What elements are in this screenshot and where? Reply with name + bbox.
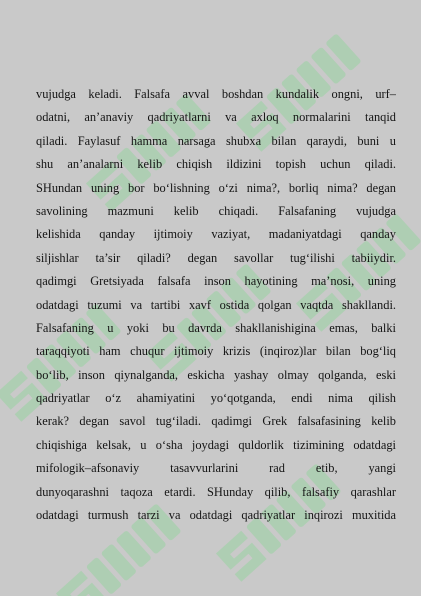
text-line: savolining mazmuni kelib chiqadi. Falsafaning vujudga bbox=[36, 203, 396, 218]
text-line: kelishida qanday ijtimoiy vaziyat, madaniyatdagi qanday bbox=[36, 227, 396, 242]
text-line: SHundan uning bor bo‘lishning o‘zi nima?, borliq nima? degan bbox=[36, 180, 396, 195]
text-line: odatni, an’anaviy qadriyatlarni va axloq normalarini tanqid bbox=[36, 110, 396, 125]
text-line: kerak? degan savol tug‘iladi. qadimgi Grek falsafasining kelib bbox=[36, 414, 396, 429]
text-line: bo‘lib, inson qiynalganda, eskicha yashay olmay qolganda, eski bbox=[36, 367, 396, 382]
text-line: qadimgi Gretsiyada falsafa inson hayotining ma’nosi, uning bbox=[36, 274, 396, 289]
text-line: odatdagi tuzumi va tartibi xavf ostida qolgan vaqtda shakllandi. bbox=[36, 297, 396, 312]
text-line: taraqqiyoti ham chuqur ijtimoiy krizis (inqiroz)lar bilan bog‘liq bbox=[36, 344, 396, 359]
text-line: shu an’analarni kelib chiqish ildizini topish uchun qiladi. bbox=[36, 157, 396, 172]
text-line: mifologik–afsonaviy tasavvurlarini rad etib, yangi bbox=[36, 461, 396, 476]
text-line: chiqishiga kelsak, u o‘sha joydagi quldorlik tizimining odatdagi bbox=[36, 437, 396, 452]
text-line: Falsafaning u yoki bu davrda shakllanishigina emas, balki bbox=[36, 320, 396, 335]
text-line: dunyoqarashni taqoza etardi. SHunday qilib, falsafiy qarashlar bbox=[36, 484, 396, 499]
text-line: qadriyatlar o‘z ahamiyatini yo‘qotganda, endi nima qilish bbox=[36, 391, 396, 406]
text-line: odatdagi turmush tarzi va odatdagi qadriyatlar inqirozi muxitida bbox=[36, 508, 396, 523]
text-line: vujudga keladi. Falsafa avval boshdan kundalik ongni, urf– bbox=[36, 87, 396, 101]
text-line: qiladi. Faylasuf hamma narsaga shubxa bilan qaraydi, buni u bbox=[36, 133, 396, 148]
text-line: siljishlar ta’sir qiladi? degan savollar tug‘ilishi tabiiydir. bbox=[36, 250, 396, 265]
body-text bbox=[36, 83, 396, 527]
